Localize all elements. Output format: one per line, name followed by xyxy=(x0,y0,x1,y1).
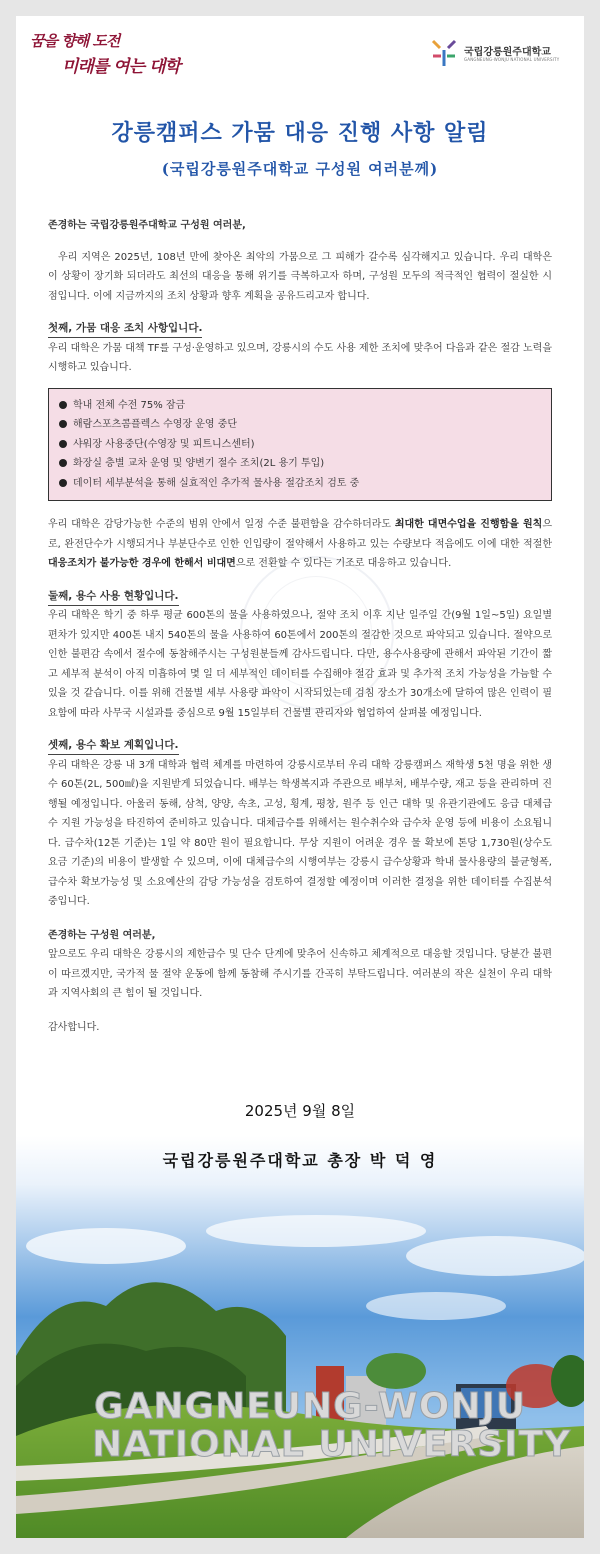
campus-sign-line1: GANGNEUNG-WONJU xyxy=(94,1386,527,1427)
bullet-icon xyxy=(59,459,67,467)
slogan-line1: 꿈을 향해 도전 xyxy=(30,32,120,50)
list-item: 화장실 층별 교차 운영 및 양변기 절수 조치(2L 용기 투입) xyxy=(59,454,541,474)
campus-sign-line2: NATIONAL UNIVERSITY xyxy=(92,1424,572,1465)
bullet-icon xyxy=(59,440,67,448)
bullet-icon xyxy=(59,420,67,428)
measures-box xyxy=(48,388,552,502)
section1-heading: 첫째, 가뭄 대응 조치 사항입니다. xyxy=(48,320,202,338)
greeting: 존경하는 국립강릉원주대학교 구성원 여러분, xyxy=(48,220,246,231)
thanks-text: 감사합니다. xyxy=(48,1021,100,1033)
intro-paragraph: 우리 지역은 2025년, 108년 만에 찾아온 최악의 가뭄으로 그 피해가 갈수록 심각해지고 있습니다. 우리 대학은 이 상황이 장기화 되더라도 최선의 대응을 통해 위기를 극복하고자 하며, 구성원 모두의 적극적인 협력이 절실한 시점입니다. 이에 지금까지의 조치 상황과 향후 계획을 공유드리고자 합니다. xyxy=(48,251,552,302)
list-item: 데이터 세부분석을 통해 실효적인 추가적 물사용 절감조치 검토 중 xyxy=(59,474,541,494)
section1-after-text: 우리 대학은 감당가능한 수준의 범위 안에서 일정 수준 불편함을 감수하더라도 최대한 대면수업을 진행함을 원칙으로, 완전단수가 시행되거나 부분단수로 인한 인입량이 절약해서 사용하고 있는 수량보다 적음에도 이에 대한 적절한 대응조치가 불가능한 경우에 한해서 비대면으로 전환할 수 있다는 기조로 대응하고 있습니다. xyxy=(48,519,552,569)
university-eng-name: GANGNEUNG-WONJU NATIONAL UNIVERSITY xyxy=(464,57,560,62)
closing-text: 앞으로도 우리 대학은 강릉시의 제한급수 및 단수 단계에 맞추어 신속하고 체계적으로 대응할 것입니다. 당분간 불편이 따르겠지만, 국가적 물 절약 운동에 함께 동참해 주시기를 간곡히 부탁드립니다. 여러분의 작은 실천이 우리 대학과 지역사회의 큰 힘이 될 것입니다. xyxy=(48,949,552,999)
section2-heading: 둘째, 용수 사용 현황입니다. xyxy=(48,588,179,606)
bullet-icon xyxy=(59,401,67,409)
section3-text: 우리 대학은 강릉 내 3개 대학과 협력 체계를 마련하여 강릉시로부터 우리 대학 강릉캠퍼스 재학생 5천 명을 위한 생수 60톤(2L, 500㎖)을 지원받게 되었습니다. 배부는 학생복지과 주관으로 배부처, 배부수량, 재고 등을 관리하며 진행될 예정입니다. 아울러 동해, 삼척, 양양, 속초, 고성, 횡계, 평창, 원주 등 인근 대학 및 유관기관에도 응급 대체급수 지원 가능성을 타진하여 준비하고 있습니다. 대체급수를 위해서는 원수취수와 급수차 운영 등에 비용이 소요됩니다. 급수차(12톤 기준)는 1일 약 80만 원이 필요합니다. 무상 지원이 어려운 경우 물 확보에 톤당 1,730원(상수도 요금 기준)의 비용이 발생할 수 있으며, 이에 대체급수의 시행여부는 강릉시 급수상황과 학내 물사용량의 불균형폭, 급수차 확보가능성 및 소요예산의 감당 가능성을 검토하여 결정할 예정이며 이러한 결정을 위한 데이터를 수집분석 중입니다. xyxy=(48,759,552,907)
section2-text: 우리 대학은 학기 중 하루 평균 600톤의 물을 사용하였으나, 절약 조치 이후 지난 일주일 간(9월 1일~5일) 요일별 편차가 있지만 400톤 내지 540톤의 물을 사용하여 60톤에서 200톤의 절감한 것으로 파악되고 있습니다. 절약으로 인한 불편감 속에서 절수에 동참해주시는 구성원분들께 감사드립니다. 다만, 용수사용량에 관해서 파악된 기간이 짧고 세부적 분석이 아직 미흡하여 몇 일 더 세부적인 데이터를 수집해야 절감 효과 및 추가적 조치 가능성을 가늠할 수 있을 것 같습니다. 이를 위해 건물별 세부 사용량 파악이 시작되었는데 검침 장소가 30개소에 달하여 많은 인력이 필요함에 따라 사무국 시설과를 중심으로 9월 15일부터 건물별 관리자와 협업하여 살펴볼 예정입니다. xyxy=(48,610,552,719)
university-logo xyxy=(430,36,570,72)
closing-heading: 존경하는 구성원 여러분, xyxy=(48,929,156,941)
page-subtitle: (국립강릉원주대학교 구성원 여러분께) xyxy=(161,160,439,178)
section3-heading: 셋째, 용수 확보 계획입니다. xyxy=(48,737,179,755)
section1-text: 우리 대학은 가뭄 대책 TF를 구성·운영하고 있으며, 강릉시의 수도 사용 제한 조치에 맞추어 다음과 같은 절감 노력을 시행하고 있습니다. xyxy=(48,342,552,373)
university-emblem-icon xyxy=(430,38,458,68)
bullet-icon xyxy=(59,479,67,487)
notice-page xyxy=(16,16,584,1538)
list-item: 해람스포츠콤플렉스 수영장 운영 중단 xyxy=(59,415,541,435)
letter-body xyxy=(48,216,552,1037)
campus-photo xyxy=(16,1136,584,1538)
slogan-line2: 미래를 여는 대학 xyxy=(62,57,180,77)
letter-date: 2025년 9월 8일 xyxy=(244,1102,356,1120)
slogan-logo xyxy=(30,30,180,86)
list-item: 샤워장 사용중단(수영장 및 피트니스센터) xyxy=(59,435,541,455)
list-item: 학내 전체 수전 75% 잠금 xyxy=(59,396,541,416)
university-name: 국립강릉원주대학교 xyxy=(464,47,551,58)
president-signature: 국립강릉원주대학교 총장 박 덕 영 xyxy=(162,1151,438,1170)
page-title: 강릉캠퍼스 가뭄 대응 진행 사항 알림 xyxy=(111,120,489,146)
